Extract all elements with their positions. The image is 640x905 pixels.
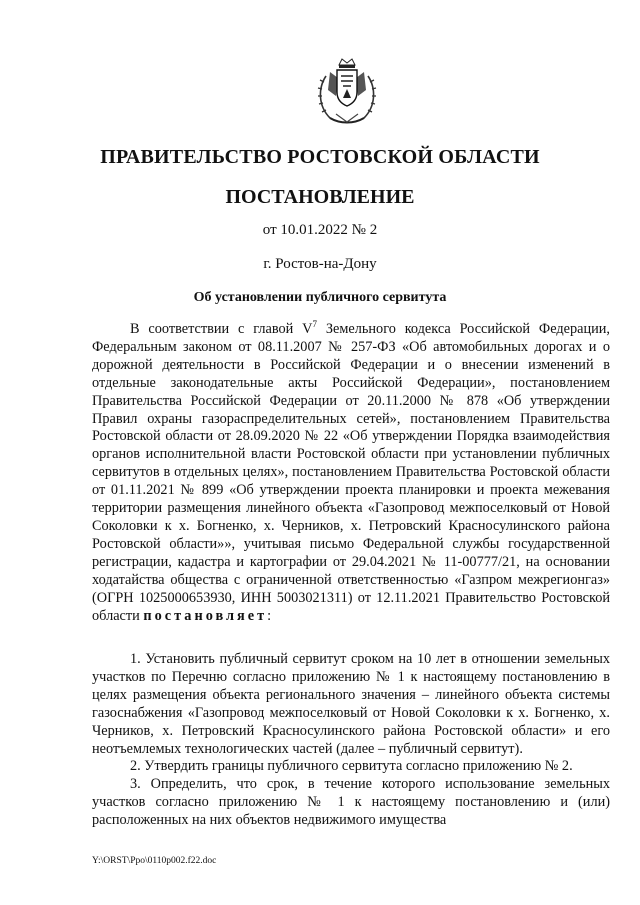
document-subject: Об установлении публичного сервитута (193, 290, 447, 305)
chapter-superscript: 7 (312, 319, 317, 329)
decree-colon: : (267, 607, 272, 624)
decree-item-3: 3. Определить, что срок, в течение которого использование земельных участков согласно приложению № 1 к настоящему постановлению и (или) расположенных на них объектов недвижимого имущества (92, 776, 610, 829)
decree-item-2: 2. Утвердить границы публичного сервитута согласно приложению № 2. (130, 758, 573, 775)
preamble-text-start: В соответствии с главой V (130, 321, 313, 337)
organization-title: ПРАВИТЕЛЬСТВО РОСТОВСКОЙ ОБЛАСТИ (100, 146, 540, 168)
coat-of-arms-icon (312, 56, 382, 128)
file-path-footer: Y:\ORST\Ppo\0110p002.f22.doc (92, 856, 217, 866)
preamble-text-main: Земельного кодекса Российской Федерации, Федеральным законом от 08.11.2007 № 257-ФЗ «Об автомобильных дорогах и о дорожной деятельности в Российской Федерации и о внесении изменений в отдельные законодательные акты Российской Федерации», постановлением Правительства Российской Федерации от 20.11.2000 № 878 «Об утверждении Правил охраны газораспределительных сетей», постановлением Правительства Ростовской области от 28.09.2020 № 22 «Об утверждении Порядка взаимодействия органов исполнительной власти Ростовской области при установлении публичных сервитутов в отдельных целях», постановлением Правительства Ростовской области от 01.11.2021 № 899 «Об утверждении проекта планировки и проекта межевания территории размещения линейного объекта «Газопровод межпоселковый от Новой Соколовки к х. Богненко, х. Черников, х. Петровский Красносулинского района Ростовской области»», учитывая письмо Федеральной службы государственной регистрации, кадастра и картографии от 29.04.2021 № 11-00777/21, на основании ходатайства общества с ограниченной ответственностью «Газпром межрегионгаз» (ОГРН 1025000653930, ИНН 5003021311) от 12.11.2021 Правительство Ростовской области (92, 321, 610, 624)
decree-items (92, 651, 610, 830)
document-type-title: ПОСТАНОВЛЕНИЕ (225, 186, 415, 208)
preamble-paragraph (92, 321, 610, 625)
decree-word: постановляет (143, 607, 268, 624)
date-number: от 10.01.2022 № 2 (262, 222, 378, 238)
decree-item-1: 1. Установить публичный сервитут сроком на 10 лет в отношении земельных участков по Перечню согласно приложению № 1 к настоящему постановлению в целях размещения объекта регионального значения – линейного объекта системы газоснабжения «Газопровод межпоселковый от Новой Соколовки к х. Богненко, х. Черников, х. Петровский Красносулинского района Ростовской области» и его неотъемлемых технологических частей (далее – публичный сервитут). (92, 651, 610, 757)
place-of-issue: г. Ростов-на-Дону (263, 256, 377, 272)
